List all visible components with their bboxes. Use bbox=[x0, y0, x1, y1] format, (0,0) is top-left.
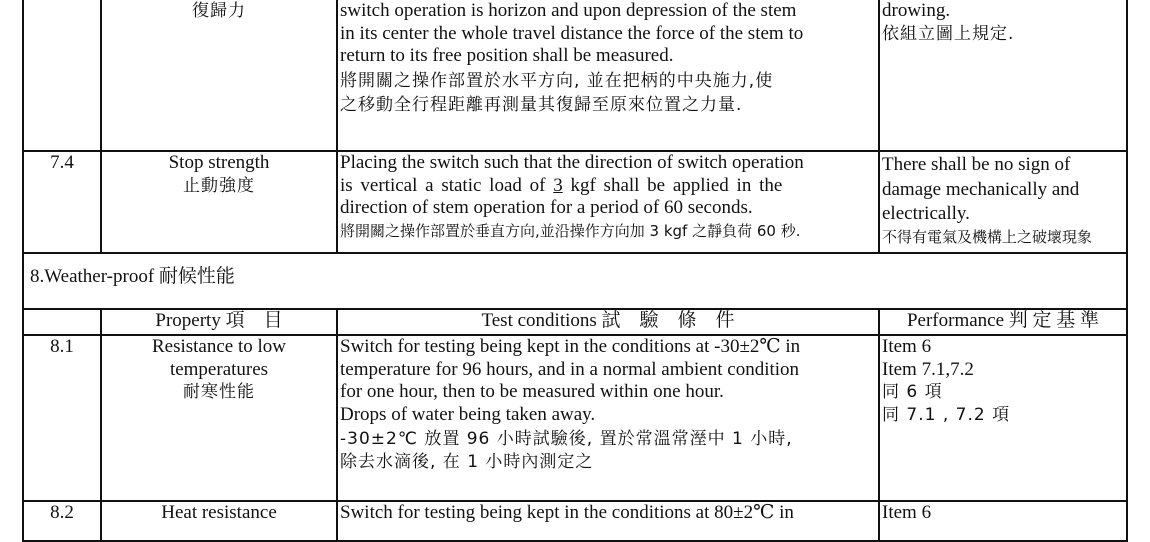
conditions-cell bbox=[337, 0, 879, 151]
performance-line: Item 7.1,7.2 bbox=[882, 358, 974, 380]
header-no bbox=[23, 309, 101, 335]
property-zh: 止動強度 bbox=[183, 175, 255, 196]
header-performance: Performance 判 定 基 準 bbox=[879, 309, 1127, 335]
item-number-cell bbox=[23, 0, 101, 151]
item-number: 8.2 bbox=[50, 502, 74, 523]
condition-line-zh: 除去水滴後, 在 1 小時內測定之 bbox=[340, 451, 594, 472]
test-spec-table bbox=[22, 0, 1128, 542]
section-title-cell bbox=[23, 253, 1127, 309]
condition-line: temperature for 96 hours, and in a normal ambient condition bbox=[340, 358, 800, 380]
condition-line: Drops of water being taken away. bbox=[340, 403, 596, 425]
condition-line-zh: 將開關之操作部置於水平方向, 並在把柄的中央施力,使 bbox=[340, 70, 774, 91]
item-number-cell bbox=[23, 501, 101, 541]
performance-cell bbox=[879, 501, 1127, 541]
table-row bbox=[23, 0, 1127, 151]
condition-line-zh: 之移動全行程距離再測量其復歸至原來位置之力量. bbox=[340, 95, 743, 115]
performance-line: There shall be no sign of bbox=[882, 154, 1071, 175]
performance-cell bbox=[879, 151, 1127, 253]
item-number-cell bbox=[23, 151, 101, 253]
performance-line: drowing. bbox=[882, 0, 951, 21]
condition-line: Switch for testing being kept in the conditions at 80±2℃ in bbox=[340, 502, 794, 523]
property-en: temperatures bbox=[169, 358, 269, 380]
condition-line: direction of stem operation for a period of 60 seconds. bbox=[340, 197, 753, 218]
table-row bbox=[23, 501, 1127, 541]
performance-line-zh: 依組立圖上規定. bbox=[882, 23, 1015, 44]
property-cell bbox=[101, 151, 337, 253]
condition-line bbox=[340, 175, 876, 198]
condition-line: Switch for testing being kept in the conditions at -30±2℃ in bbox=[340, 336, 801, 357]
performance-line-zh: 不得有電氣及機構上之破壞現象 bbox=[882, 227, 1093, 246]
property-zh: 復歸力 bbox=[192, 1, 246, 21]
condition-line: Placing the switch such that the direction of switch operation bbox=[340, 152, 804, 173]
conditions-cell bbox=[337, 151, 879, 253]
conditions-cell bbox=[337, 335, 879, 501]
condition-line: for one hour, then to be measured within one hour. bbox=[340, 381, 724, 402]
property-en: Resistance to low bbox=[151, 336, 287, 357]
performance-cell bbox=[879, 335, 1127, 501]
table-row bbox=[23, 151, 1127, 253]
performance-line: electrically. bbox=[882, 203, 970, 224]
condition-line: switch operation is horizon and upon depression of the stem bbox=[340, 0, 797, 21]
condition-line: in its center the whole travel distance the force of the stem to bbox=[340, 22, 804, 44]
item-number: 7.4 bbox=[50, 152, 74, 173]
condition-line-zh: 將開關之操作部置於垂直方向,並沿操作方向加 3 kgf 之靜負荷 60 秒. bbox=[340, 221, 801, 240]
table-row bbox=[23, 335, 1127, 501]
property-cell bbox=[101, 335, 337, 501]
property-en: Heat resistance bbox=[161, 502, 277, 523]
property-cell bbox=[101, 501, 337, 541]
header-property: Property 項 目 bbox=[101, 309, 337, 335]
property-zh: 耐寒性能 bbox=[183, 382, 255, 402]
property-en: Stop strength bbox=[168, 152, 270, 173]
performance-line: Item 6 bbox=[882, 336, 932, 357]
property-cell bbox=[101, 0, 337, 151]
condition-text: kgf shall be applied in the bbox=[562, 174, 783, 196]
header-row bbox=[23, 309, 1127, 335]
performance-line: Item 6 bbox=[882, 502, 932, 523]
condition-text: is vertical a static load of bbox=[340, 174, 554, 196]
section-row bbox=[23, 253, 1127, 309]
condition-line-zh: -30±2℃ 放置 96 小時試驗後, 置於常溫常溼中 1 小時, bbox=[340, 429, 793, 449]
header-conditions: Test conditions 試 驗 條 件 bbox=[337, 309, 879, 335]
load-value: 3 bbox=[553, 174, 563, 196]
item-number: 8.1 bbox=[50, 336, 74, 357]
performance-cell bbox=[879, 0, 1127, 151]
conditions-cell bbox=[337, 501, 879, 541]
condition-line: return to its free position shall be measured. bbox=[340, 45, 674, 66]
item-number-cell bbox=[23, 335, 101, 501]
performance-line: damage mechanically and bbox=[882, 178, 1080, 200]
performance-line-zh: 同 7.1 , 7.2 項 bbox=[882, 404, 1011, 425]
section-title: 8.Weather-proof 耐候性能 bbox=[30, 266, 235, 287]
performance-line-zh: 同 6 項 bbox=[882, 382, 943, 402]
